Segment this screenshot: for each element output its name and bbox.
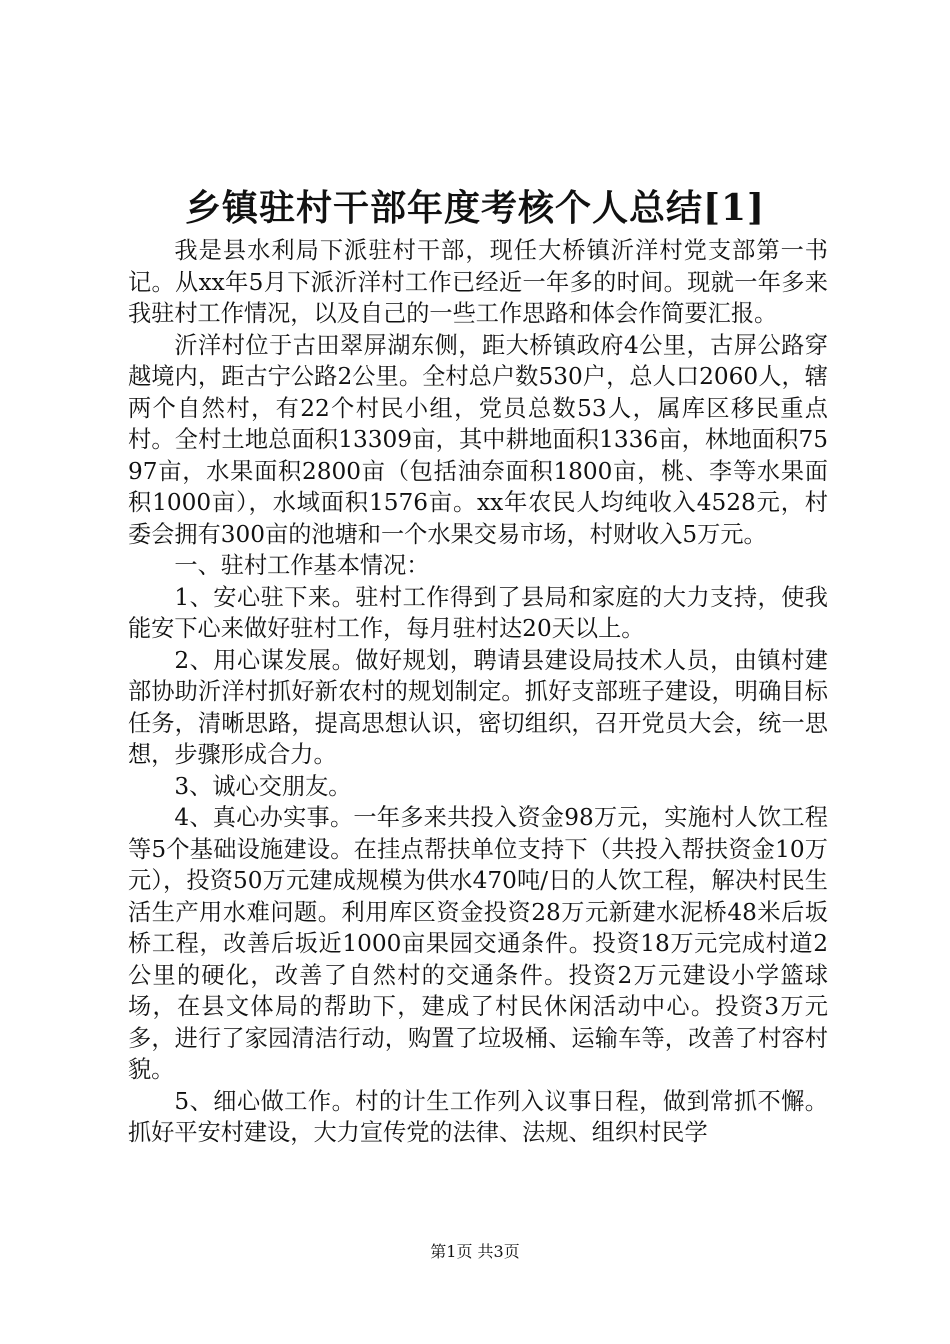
paragraph-village-overview: 沂洋村位于古田翠屏湖东侧，距大桥镇政府4公里，古屏公路穿越境内，距古宁公路2公里。全村总户数530户，总人口2060人，辖两个自然村，有22个村民小组，党员总数53人，属库区移民重点村。全村土地总面积13309亩，其中耕地面积1336亩，林地面积7597亩，水果面积2800亩（包括油奈面积1800亩，桃、李等水果面积1000亩），水域面积1576亩。xx年农民人均纯收入4528元，村委会拥有300亩的池塘和一个水果交易市场，村财收入5万元。 [128, 331, 828, 548]
paragraph-item-4: 4、真心办实事。一年多来共投入资金98万元，实施村人饮工程等5个基础设施建设。在挂点帮扶单位支持下（共投入帮扶资金10万元），投资50万元建成规模为供水470吨/日的人饮工程，解决村民生活生产用水难问题。利用库区资金投资28万元新建水泥桥48米后坂桥工程，改善后坂近1000亩果园交通条件。投资18万元完成村道2公里的硬化，改善了自然村的交通条件。投资2万元建设小学篮球场，在县文体局的帮助下，建成了村民休闲活动中心。投资3万元多，进行了家园清洁行动，购置了垃圾桶、运输车等，改善了村容村貌。 [128, 804, 828, 1083]
paragraph-intro: 我是县水利局下派驻村干部，现任大桥镇沂洋村党支部第一书记。从xx年5月下派沂洋村工作已经近一年多的时间。现就一年多来我驻村工作情况，以及自己的一些工作思路和体会作简要汇报。 [128, 237, 828, 327]
document-title: 乡镇驻村干部年度考核个人总结[1] [184, 187, 766, 229]
paragraph-item-3: 3、诚心交朋友。 [174, 772, 352, 800]
section-heading-basic-situation: 一、驻村工作基本情况： [174, 552, 430, 579]
document-body [128, 235, 828, 1149]
paragraph-item-1: 1、安心驻下来。驻村工作得到了县局和家庭的大力支持，使我能安下心来做好驻村工作，每月驻村达20天以上。 [128, 583, 828, 642]
paragraph-item-5: 5、细心做工作。村的计生工作列入议事日程，做到常抓不懈。抓好平安村建设，大力宣传党的法律、法规、组织村民学 [128, 1087, 828, 1146]
page-number-footer: 第1页 共3页 [430, 1242, 520, 1261]
paragraph-item-2: 2、用心谋发展。做好规划，聘请县建设局技术人员，由镇村建部协助沂洋村抓好新农村的规划制定。抓好支部班子建设，明确目标任务，清晰思路，提高思想认识，密切组织，召开党员大会，统一思想，步骤形成合力。 [128, 646, 828, 768]
